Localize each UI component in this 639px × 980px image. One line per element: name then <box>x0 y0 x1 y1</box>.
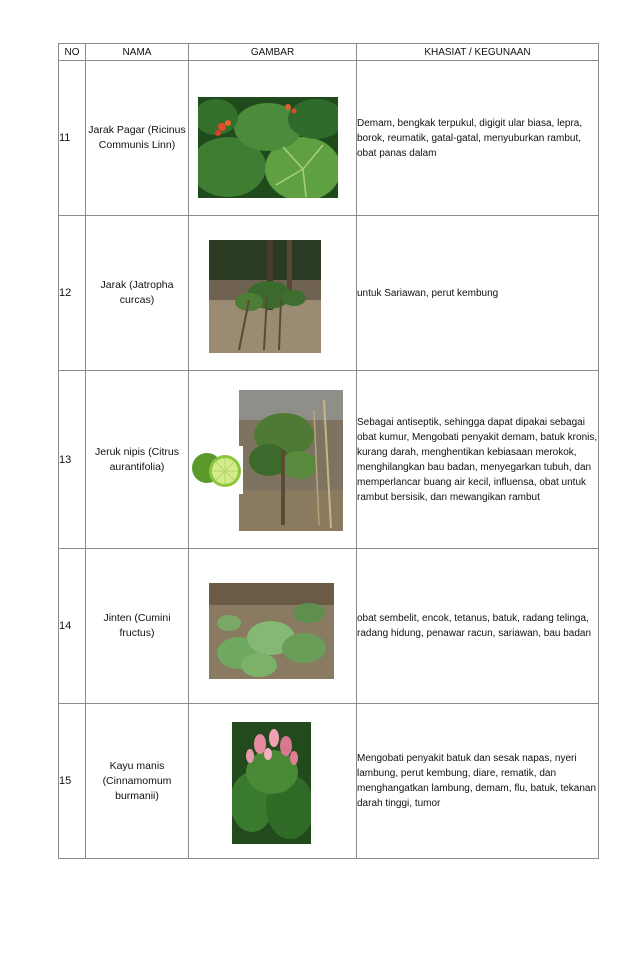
plant-image-cell <box>189 549 357 704</box>
header-nama: NAMA <box>86 44 189 61</box>
row-number: 11 <box>59 61 86 216</box>
medicinal-plants-table <box>58 43 599 859</box>
jatropha-photo <box>209 240 321 353</box>
castor-plant-photo <box>198 97 338 198</box>
table-header-row <box>59 44 599 61</box>
cinnamon-shrub-photo <box>232 722 311 844</box>
plant-uses: Sebagai antiseptik, sehingga dapat dipakai sebagai obat kumur, Mengobati penyakit demam, batuk kronis, kurang darah, menghentikan kebiasaan merokok, menghilangkan bau badan, menyegarkan tubuh, dan memperlancar buang air kecil, influensa, obat untuk rambut bersisik, dan mewangikan rambut <box>357 371 599 549</box>
plant-image-cell <box>189 216 357 371</box>
plant-name: Jarak Pagar (Ricinus Communis Linn) <box>86 61 189 216</box>
plant-image-cell <box>189 61 357 216</box>
plant-image-cell <box>189 704 357 859</box>
plant-uses: Mengobati penyakit batuk dan sesak napas, nyeri lambung, perut kembung, diare, rematik, dan menghangatkan lambung, demam, flu, batuk, tekanan darah tinggi, tumor <box>357 704 599 859</box>
row-number: 14 <box>59 549 86 704</box>
row-number: 15 <box>59 704 86 859</box>
plant-name: Jarak (Jatropha curcas) <box>86 216 189 371</box>
plant-uses: obat sembelit, encok, tetanus, batuk, radang telinga, radang hidung, penawar racun, sariawan, bau badan <box>357 549 599 704</box>
plant-uses: untuk Sariawan, perut kembung <box>357 216 599 371</box>
header-no: NO <box>59 44 86 61</box>
plant-name: Kayu manis (Cinnamomum burmanii) <box>86 704 189 859</box>
row-number: 13 <box>59 371 86 549</box>
table-row <box>59 216 599 371</box>
plant-name: Jeruk nipis (Citrus aurantifolia) <box>86 371 189 549</box>
table-row <box>59 549 599 704</box>
plant-name: Jinten (Cumini fructus) <box>86 549 189 704</box>
table-row <box>59 61 599 216</box>
cumin-plant-photo <box>209 583 334 679</box>
header-gambar: GAMBAR <box>189 44 357 61</box>
table-row <box>59 704 599 859</box>
row-number: 12 <box>59 216 86 371</box>
plant-image-cell <box>189 371 357 549</box>
lime-tree-photo <box>239 390 343 531</box>
header-khasiat: KHASIAT / KEGUNAAN <box>357 44 599 61</box>
plant-uses: Demam, bengkak terpukul, digigit ular biasa, lepra, borok, reumatik, gatal-gatal, menyuburkan rambut, obat panas dalam <box>357 61 599 216</box>
table-row <box>59 371 599 549</box>
lime-fruit-photo <box>191 446 243 494</box>
